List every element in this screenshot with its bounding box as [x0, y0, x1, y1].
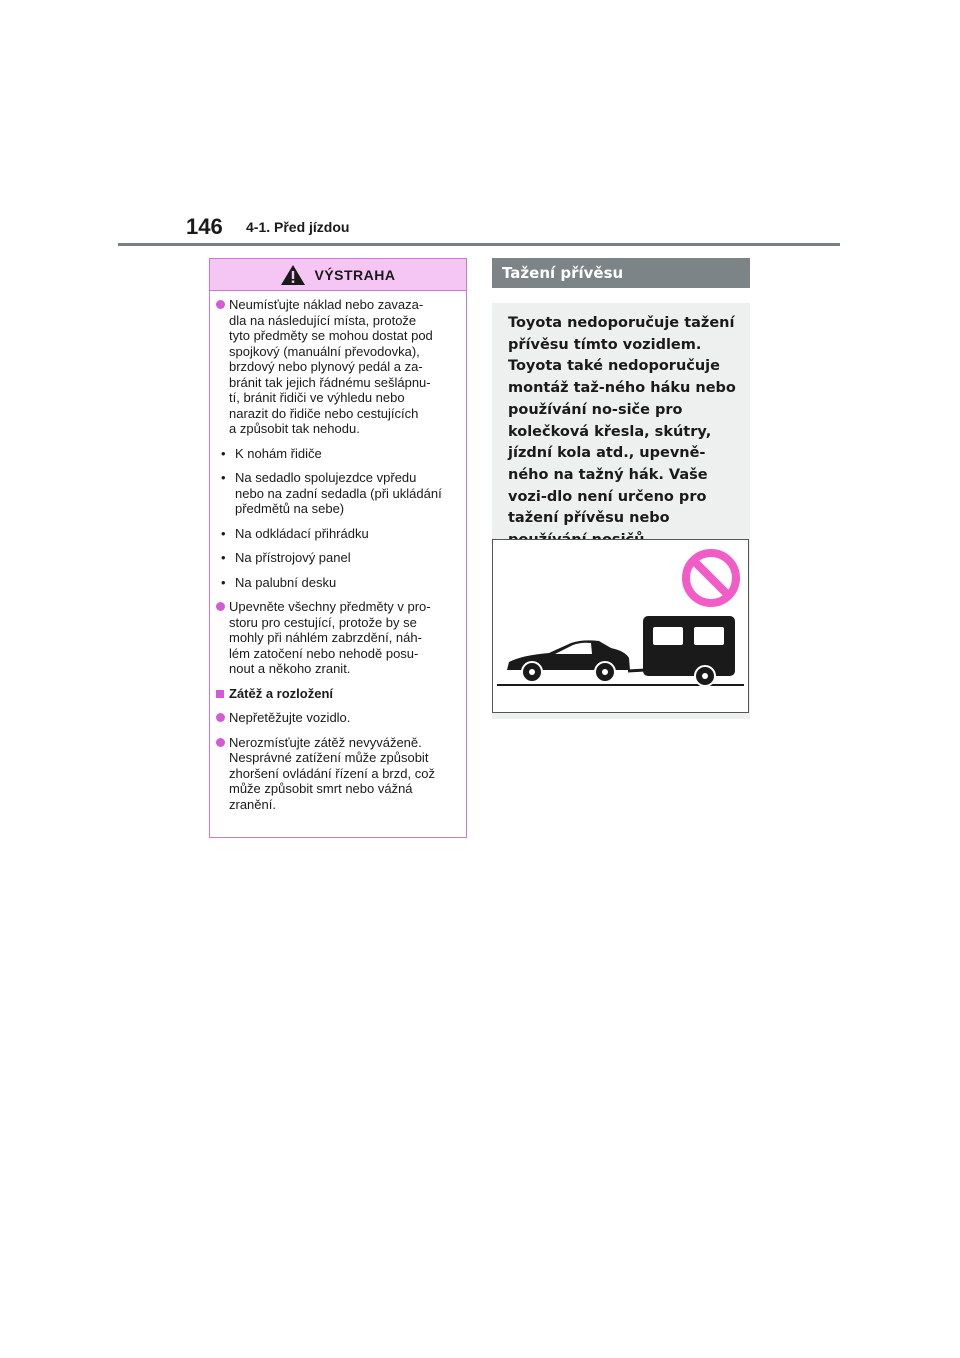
- list-item: [216, 599, 458, 677]
- list-item: [216, 297, 458, 437]
- section-title: 4-1. Před jízdou: [246, 219, 350, 235]
- sub-list-item: [216, 575, 458, 591]
- item-text: Neumísťujte náklad nebo zavaza- dla na následující místa, protože tyto předměty se mohou dostat pod spojkový (manuální převodovka), brzdový nebo plynový pedál a za- bránit tak jejich řádnému sešlápnu- tí, bránit řidiči ve výhledu nebo narazit do řidiče nebo cestujících a způsobit tak nehodu.: [229, 297, 433, 436]
- trailer-heading: Tažení přívěsu: [492, 258, 750, 288]
- item-text: Na palubní desku: [235, 574, 337, 590]
- car-icon: [507, 640, 630, 682]
- sub-list-item: [216, 526, 458, 542]
- bullet-dot-icon: [216, 735, 229, 813]
- item-text: K nohám řidiče: [235, 445, 322, 461]
- sub-list-item: [216, 550, 458, 566]
- warning-box: [209, 258, 467, 838]
- list-item: [216, 735, 458, 813]
- bullet-point-icon: •: [221, 550, 226, 565]
- prohibition-icon: [686, 553, 736, 603]
- sub-list-item: [216, 446, 458, 462]
- bullet-point-icon: •: [221, 574, 226, 590]
- warning-body: [210, 291, 466, 812]
- item-text: Na přístrojový panel: [235, 550, 351, 565]
- item-text: Zátěž a rozložení: [229, 685, 334, 701]
- sub-list-item: [216, 470, 458, 517]
- list-item: [216, 710, 458, 726]
- warning-triangle-icon: [280, 264, 306, 286]
- item-text: Nepřetěžujte vozidlo.: [229, 710, 351, 725]
- bullet-square-icon: [216, 686, 229, 702]
- item-text: Na sedadlo spolujezdce vpředu nebo na zadní sedadla (při ukládání předmětů na sebe): [235, 470, 442, 516]
- subheading-item: [216, 686, 458, 702]
- no-towing-trailer-illustration: [492, 539, 749, 713]
- bullet-dot-icon: [216, 710, 229, 726]
- item-text: Na odkládací přihrádku: [235, 525, 369, 541]
- header-rule: [118, 243, 840, 246]
- bullet-point-icon: •: [221, 445, 226, 461]
- page-number: 146: [186, 214, 223, 239]
- bullet-point-icon: •: [221, 525, 226, 541]
- trailer-info-text: Toyota nedoporučuje tažení přívěsu tímto vozidlem. Toyota také nedoporučuje montáž taž-ného háku nebo používání no-siče pro kolečková křesla, skútry, jízdní kola atd., upevně-ného na tažný hák. Vaše vozi-dlo není určeno pro tažení přívěsu nebo: [508, 315, 736, 527]
- item-text: Upevněte všechny předměty v pro- storu pro cestující, protože by se mohly při náhlém zabrzdění, náh- lém zatočení nebo nehodě posu- nout a někoho zranit.: [229, 599, 431, 676]
- trailer-info-box: [492, 303, 750, 719]
- bullet-dot-icon: [216, 599, 229, 677]
- trailer-icon: [628, 616, 735, 686]
- bullet-dot-icon: [216, 297, 229, 437]
- item-text: Nerozmísťujte zátěž nevyváženě. Nesprávné zatížení může způsobit zhoršení ovládání řízení a brzd, což může způsobit smrt nebo vážná zranění.: [229, 734, 435, 812]
- warning-title: VÝSTRAHA: [314, 266, 396, 283]
- bullet-point-icon: •: [221, 470, 226, 485]
- warning-header: [210, 259, 466, 291]
